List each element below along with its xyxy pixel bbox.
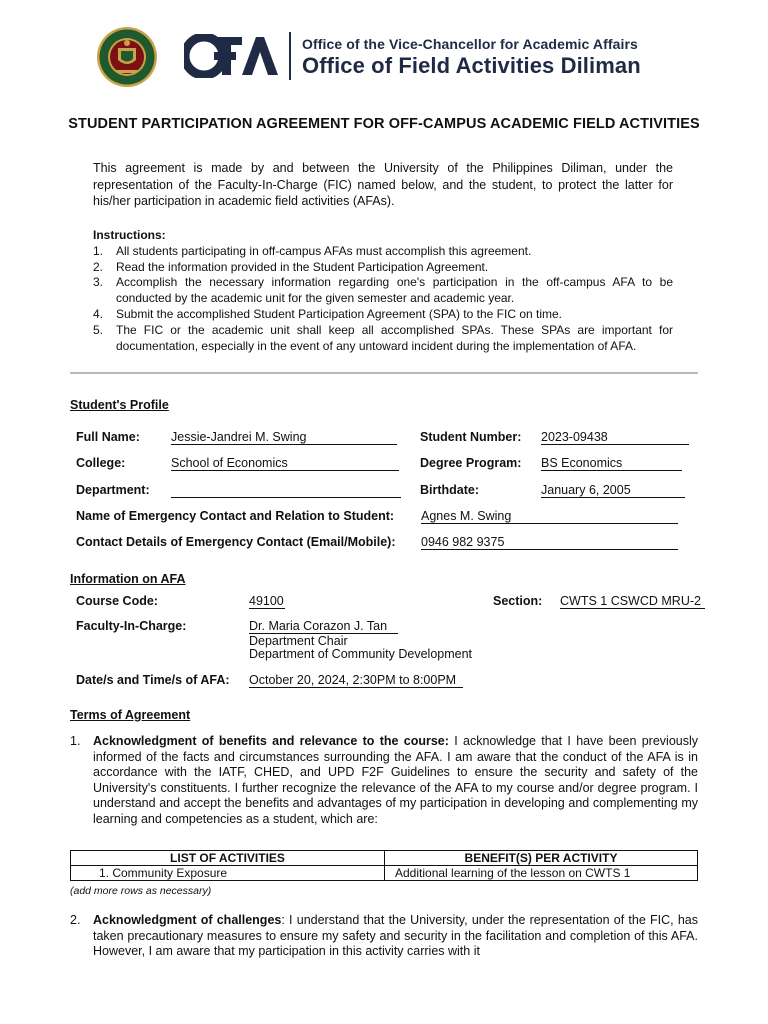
full-name-label: Full Name: (76, 430, 140, 444)
instructions-title: Instructions: (93, 228, 166, 242)
term-item-challenges: 2. Acknowledgment of challenges: I understand that the University, under the representation of the FIC, has taken precautionary measures to ensure my safety and security in the facilitation and completion of this AFA. However, I am aware that my participation in this activity carries with it (70, 913, 698, 958)
fic-label: Faculty-In-Charge: (76, 619, 187, 633)
intro-paragraph: This agreement is made by and between the University of the Philippines Diliman, under the representation of the Faculty-In-Charge (FIC) named below, and the student, to protect the latter for his/her participation in academic field activities (AFAs). (93, 161, 673, 208)
instructions-block (93, 228, 673, 354)
office-line-1: Office of the Vice-Chancellor for Academic Affairs (302, 36, 638, 52)
college-label: College: (76, 456, 126, 470)
section-label: Section: (493, 594, 543, 608)
instruction-item: 2. Read the information provided in the Student Participation Agreement. (93, 259, 489, 274)
activities-table (70, 850, 698, 881)
up-seal-icon (96, 26, 158, 88)
term-2 (70, 913, 698, 960)
section-field[interactable]: CWTS 1 CSWCD MRU-2 (560, 594, 705, 609)
document-title: STUDENT PARTICIPATION AGREEMENT FOR OFF-CAMPUS ACADEMIC FIELD ACTIVITIES (68, 116, 700, 132)
term-item-benefits: 1. Acknowledgment of benefits and relevance to the course: I acknowledge that I have been previously informed of the facts and circumstances surrounding the AFA. I am aware that the conduct of the AFA is in accordance with the IATF, CHED, and UPD F2F Guidelines to ensure the security and safety of the University's constituents. I further recognize the relevance of the AFA to my course and/or degree program. I understand and accept the benefits and advantages of my participation in developing and complementing my learning and competencies as a student, which are: (70, 734, 698, 826)
student-number-field[interactable]: 2023-09438 (541, 430, 689, 445)
birthdate-label: Birthdate: (420, 483, 480, 497)
ofa-logo-icon (184, 34, 280, 78)
letterhead (96, 24, 696, 86)
table-row (71, 866, 698, 881)
fic-position: Department Chair (249, 634, 348, 648)
instruction-item: 1. All students participating in off-campus AFAs must accomplish this agreement. (93, 243, 532, 258)
afa-heading: Information on AFA (70, 572, 186, 586)
student-number-label: Student Number: (420, 430, 522, 444)
department-field[interactable] (171, 483, 401, 498)
afa-datetime-field[interactable]: October 20, 2024, 2:30PM to 8:00PM (249, 673, 463, 688)
instruction-item: 5. The FIC or the academic unit shall keep all accomplished SPAs. These SPAs are important for documentation, especially in the event of any untoward incident during the implementation of AFA. (93, 322, 673, 353)
office-name (302, 36, 641, 79)
department-label: Department: (76, 483, 150, 497)
benefits-column-header: BENEFIT(S) PER ACTIVITY (385, 851, 698, 866)
emergency-details-label: Contact Details of Emergency Contact (Email/Mobile): (76, 535, 396, 549)
header-divider (289, 32, 291, 80)
degree-program-field[interactable]: BS Economics (541, 456, 682, 471)
activities-column-header: LIST OF ACTIVITIES (71, 851, 385, 866)
birthdate-field[interactable]: January 6, 2005 (541, 483, 685, 498)
full-name-field[interactable]: Jessie-Jandrei M. Swing (171, 430, 397, 445)
course-code-field[interactable]: 49100 (249, 594, 284, 608)
table-note: (add more rows as necessary) (70, 885, 212, 897)
office-line-2: Office of Field Activities Diliman (302, 53, 641, 78)
terms-heading: Terms of Agreement (70, 708, 191, 722)
section-divider (70, 372, 698, 374)
fic-department: Department of Community Development (249, 647, 473, 661)
emergency-details-field[interactable]: 0946 982 9375 (421, 535, 678, 550)
term-1 (70, 734, 698, 827)
fic-name-field[interactable]: Dr. Maria Corazon J. Tan (249, 619, 398, 634)
instruction-item: 4. Submit the accomplished Student Participation Agreement (SPA) to the FIC on time. (93, 306, 562, 321)
college-field[interactable]: School of Economics (171, 456, 399, 471)
emergency-contact-label: Name of Emergency Contact and Relation to Student: (76, 509, 395, 523)
emergency-contact-field[interactable]: Agnes M. Swing (421, 509, 678, 524)
degree-program-label: Degree Program: (420, 456, 522, 470)
benefit-cell[interactable]: Additional learning of the lesson on CWTS 1 (385, 866, 698, 881)
afa-datetime-label: Date/s and Time/s of AFA: (76, 673, 230, 687)
course-code-label: Course Code: (76, 594, 158, 608)
activity-cell[interactable]: 1. Community Exposure (71, 866, 385, 881)
instruction-item: 3. Accomplish the necessary information regarding one's participation in the off-campus AFA to be conducted by the academic unit for the given semester and academic year. (93, 275, 673, 306)
profile-heading: Student's Profile (70, 398, 169, 412)
instructions-list (93, 244, 673, 355)
table-header-row (71, 851, 698, 866)
